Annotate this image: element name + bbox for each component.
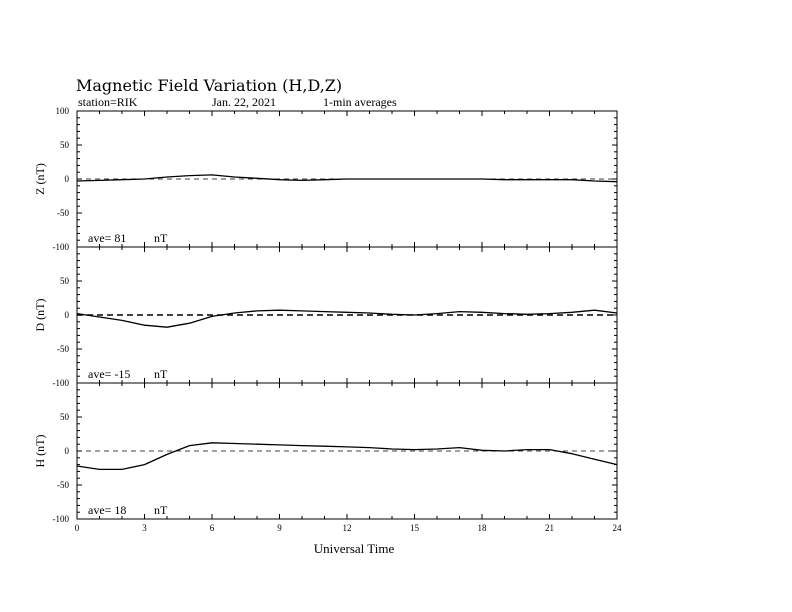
z-y-tick-label: -100 [52, 242, 69, 252]
x-tick-label: 6 [209, 523, 215, 533]
x-tick-label: 24 [612, 523, 622, 533]
d-series-line [77, 310, 617, 327]
x-tick-label: 18 [477, 523, 487, 533]
averaging-label: 1-min averages [323, 95, 397, 109]
z-series-line [77, 175, 617, 182]
z-average-unit: nT [154, 231, 168, 245]
x-axis-label: Universal Time [313, 541, 395, 556]
h-average-unit: nT [154, 503, 168, 517]
z-y-tick-label: 100 [55, 106, 69, 116]
z-average-label: ave= 81 [88, 231, 127, 245]
x-tick-label: 9 [277, 523, 282, 533]
h-series-line [77, 443, 617, 470]
z-y-tick-label: 0 [64, 174, 69, 184]
d-average-label: ave= -15 [88, 367, 131, 381]
h-y-tick-label: 50 [60, 412, 69, 422]
station-label: station=RIK [78, 95, 138, 109]
z-y-tick-label: 50 [60, 140, 69, 150]
x-tick-label: 0 [74, 523, 80, 533]
date-label: Jan. 22, 2021 [212, 95, 276, 109]
x-tick-label: 21 [545, 523, 554, 533]
h-y-axis-label: H (nT) [33, 434, 47, 468]
h-y-tick-label: 0 [64, 446, 69, 456]
z-y-axis-label: Z (nT) [33, 163, 47, 195]
d-y-tick-label: 0 [64, 310, 69, 320]
x-tick-label: 12 [342, 523, 352, 533]
chart-title: Magnetic Field Variation (H,D,Z) [76, 76, 343, 95]
h-y-tick-label: -50 [57, 480, 69, 490]
h-average-label: ave= 18 [88, 503, 127, 517]
d-y-tick-label: -50 [57, 344, 69, 354]
d-y-tick-label: 50 [60, 276, 69, 286]
z-y-tick-label: -50 [57, 208, 69, 218]
d-y-axis-label: D (nT) [33, 298, 47, 332]
d-y-tick-label: -100 [52, 378, 69, 388]
h-y-tick-label: -100 [52, 514, 69, 524]
d-average-unit: nT [154, 367, 168, 381]
x-tick-label: 15 [410, 523, 419, 533]
plot-area [33, 106, 622, 533]
x-tick-label: 3 [142, 523, 147, 533]
